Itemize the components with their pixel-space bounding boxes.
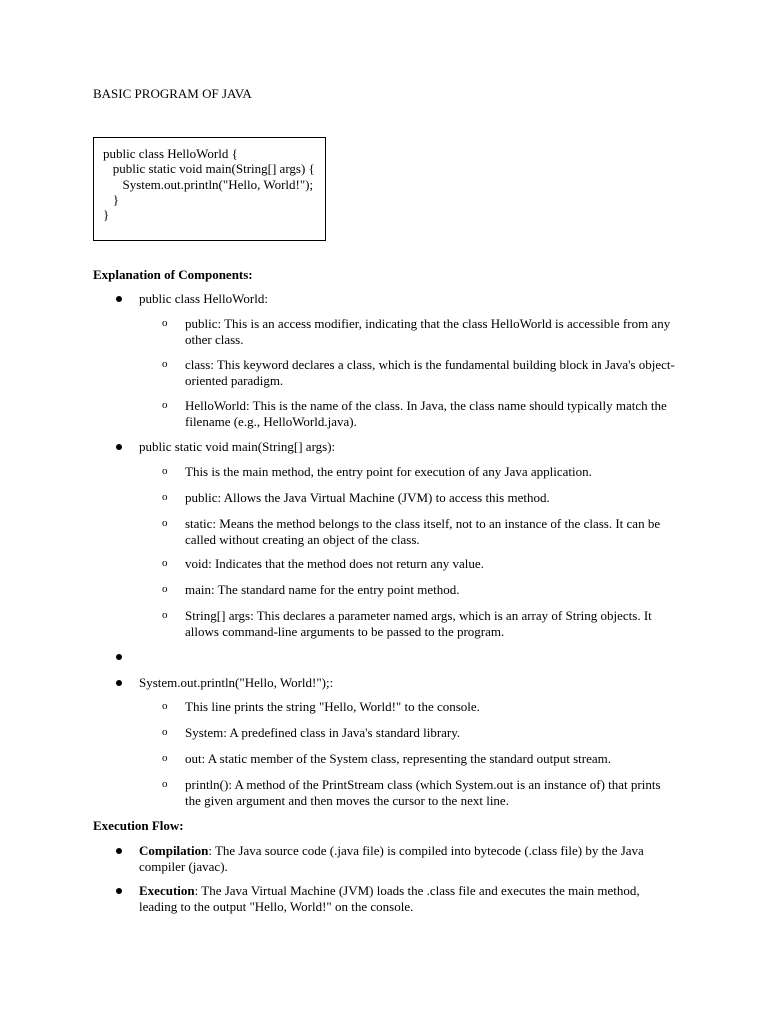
circle-bullet-icon: o bbox=[162, 726, 168, 738]
bullet-icon bbox=[116, 848, 122, 854]
list-item bbox=[139, 843, 649, 875]
circle-bullet-icon: o bbox=[162, 358, 168, 370]
circle-bullet-icon: o bbox=[162, 700, 168, 712]
circle-bullet-icon: o bbox=[162, 583, 168, 595]
circle-bullet-icon: o bbox=[162, 609, 168, 621]
list-item: out: A static member of the System class, representing the standard output stream. bbox=[185, 751, 612, 766]
code-line: System.out.println("Hello, World!"); bbox=[103, 176, 314, 192]
circle-bullet-icon: o bbox=[162, 752, 168, 764]
document-title: BASIC PROGRAM OF JAVA bbox=[93, 86, 252, 101]
bullet-icon bbox=[116, 444, 122, 450]
circle-bullet-icon: o bbox=[162, 491, 168, 503]
list-item: This line prints the string "Hello, World!" to the console. bbox=[185, 699, 480, 714]
circle-bullet-icon: o bbox=[162, 399, 168, 411]
list-item bbox=[139, 883, 649, 915]
term-description: : The Java Virtual Machine (JVM) loads the .class file and executes the main method, leading to the output "Hello, World!" on the console. bbox=[139, 883, 640, 914]
list-item: public: Allows the Java Virtual Machine (JVM) to access this method. bbox=[185, 490, 550, 505]
code-line: } bbox=[103, 207, 110, 223]
term-description: : The Java source code (.java file) is compiled into bytecode (.class file) by the Java compiler (javac). bbox=[139, 843, 644, 874]
circle-bullet-icon: o bbox=[162, 317, 168, 329]
section-label: System.out.println("Hello, World!");: bbox=[139, 675, 334, 690]
code-line: } bbox=[103, 191, 119, 207]
code-line: public class HelloWorld { bbox=[103, 146, 238, 161]
list-item: class: This keyword declares a class, which is the fundamental building block in Java's object-oriented paradigm. bbox=[185, 357, 675, 388]
explanation-heading: Explanation of Components: bbox=[93, 267, 253, 282]
circle-bullet-icon: o bbox=[162, 517, 168, 529]
bullet-icon bbox=[116, 654, 122, 660]
bullet-icon bbox=[116, 680, 122, 686]
term-compilation: Compilation bbox=[139, 843, 209, 858]
list-item: void: Indicates that the method does not return any value. bbox=[185, 556, 484, 571]
list-item: println(): A method of the PrintStream class (which System.out is an instance of) that prints the given argument and then moves the cursor to the next line. bbox=[185, 777, 661, 808]
list-item: static: Means the method belongs to the class itself, not to an instance of the class. It can be called without creating an object of the class. bbox=[185, 516, 661, 547]
list-item: System: A predefined class in Java's standard library. bbox=[185, 725, 461, 740]
circle-bullet-icon: o bbox=[162, 465, 168, 477]
list-item: main: The standard name for the entry point method. bbox=[185, 582, 460, 597]
section-label: public static void main(String[] args): bbox=[139, 439, 336, 454]
code-line: public static void main(String[] args) { bbox=[103, 161, 315, 177]
circle-bullet-icon: o bbox=[162, 778, 168, 790]
bullet-icon bbox=[116, 888, 122, 894]
list-item: HelloWorld: This is the name of the class. In Java, the class name should typically match the filename (e.g., HelloWorld.java). bbox=[185, 398, 667, 429]
execution-heading: Execution Flow: bbox=[93, 818, 184, 833]
circle-bullet-icon: o bbox=[162, 557, 168, 569]
code-block bbox=[93, 137, 326, 241]
list-item: public: This is an access modifier, indicating that the class HelloWorld is accessible from any other class. bbox=[185, 316, 671, 347]
list-item: This is the main method, the entry point for execution of any Java application. bbox=[185, 464, 592, 479]
bullet-icon bbox=[116, 296, 122, 302]
term-execution: Execution bbox=[139, 883, 195, 898]
list-item: String[] args: This declares a parameter named args, which is an array of String objects. It allows command-line arguments to be passed to the program. bbox=[185, 608, 652, 639]
section-label: public class HelloWorld: bbox=[139, 291, 268, 306]
